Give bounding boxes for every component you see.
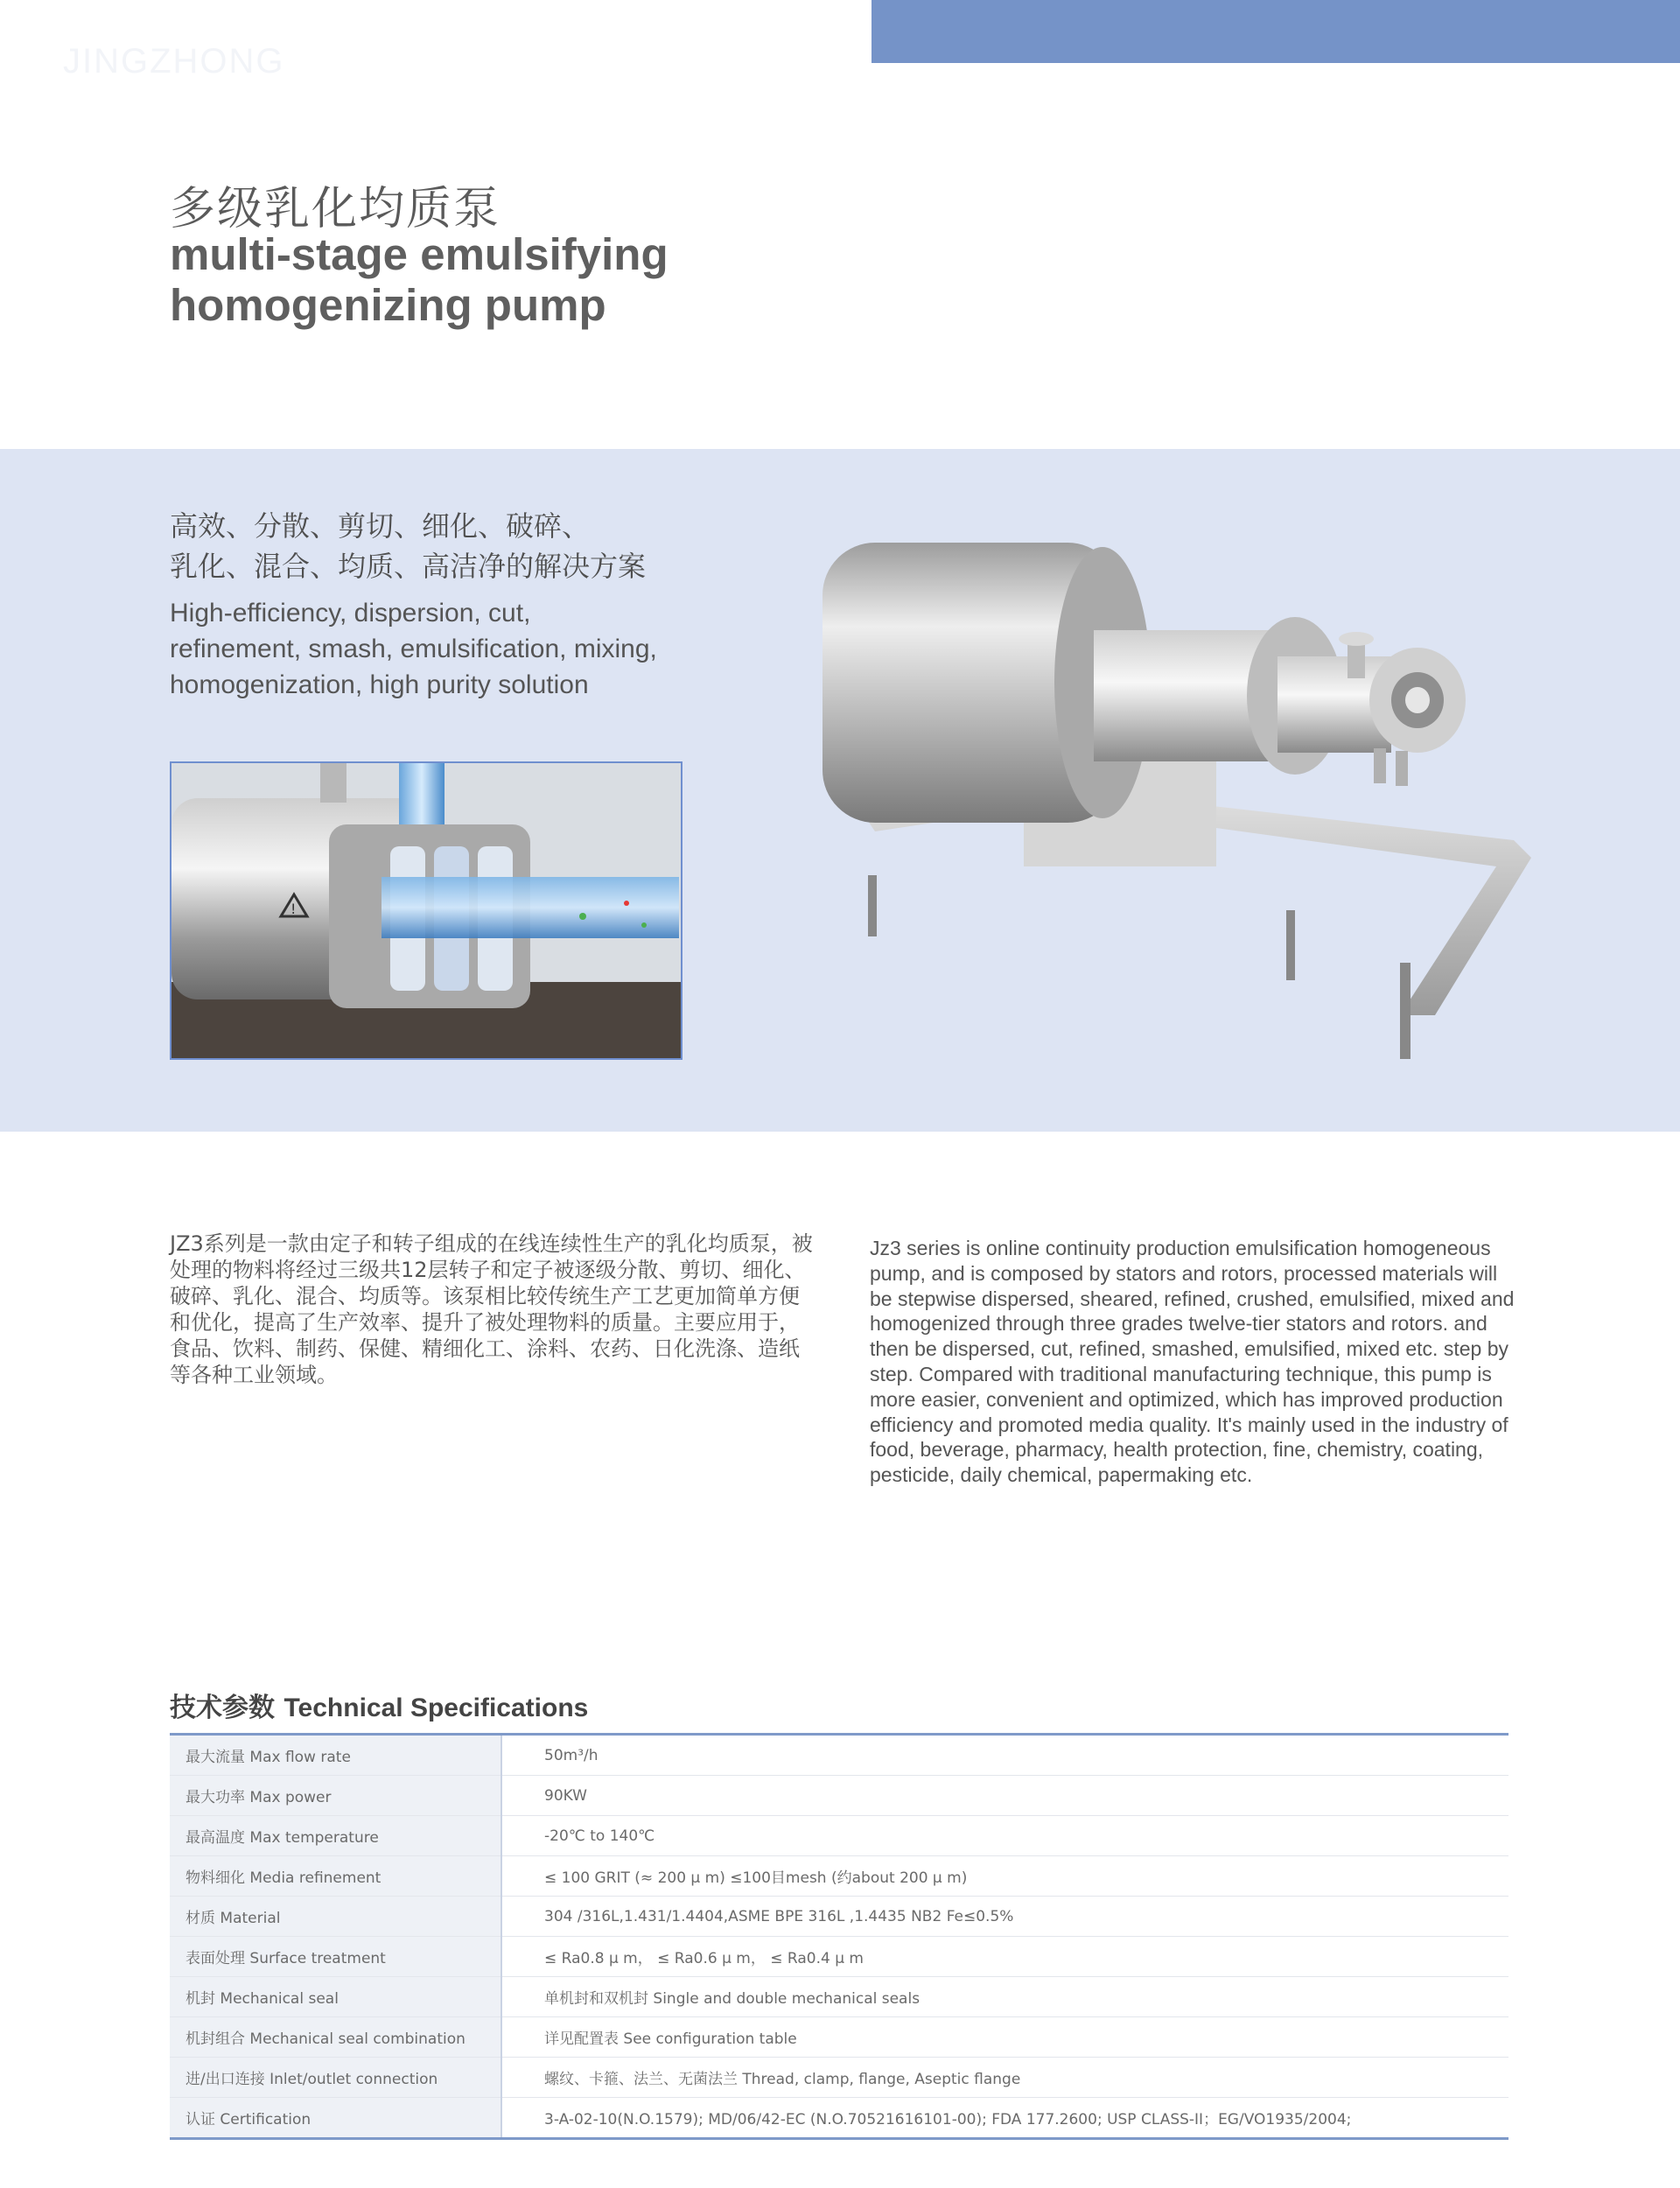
- table-row: [170, 2098, 1508, 2139]
- table-row: [170, 2017, 1508, 2058]
- spec-value: 单机封和双机封 Single and double mechanical seals: [501, 1977, 1508, 2017]
- spec-label: 机封组合 Mechanical seal combination: [170, 2017, 501, 2058]
- spec-value: ≤ 100 GRIT (≈ 200 μ m) ≤100目mesh (约about 200 μ m): [501, 1856, 1508, 1897]
- description-chinese: JZ3系列是一款由定子和转子组成的在线连续性生产的乳化均质泵，被处理的物料将经过三级共12层转子和定子被逐级分散、剪切、细化、破碎、乳化、混合、均质等。该泵相比较传统生产工艺更加简单方便和优化，提高了生产效率、提升了被处理物料的质量。主要应用于，食品、饮料、制药、保健、精细化工、涂料、农药、日化洗涤、造纸等各种工业领域。: [170, 1231, 813, 1387]
- tagline-zh-line-2: 乳化、混合、均质、高洁净的解决方案: [170, 550, 647, 583]
- specs-heading-en: Technical Specifications: [284, 1694, 589, 1722]
- cutaway-illustration: [172, 763, 681, 1058]
- spec-value: 详见配置表 See configuration table: [501, 2017, 1508, 2058]
- spec-value: 3-A-02-10(N.O.1579); MD/06/42-EC (N.O.70521616101-00); FDA 177.2600; USP CLASS-II；EG/VO1935/2004;: [544, 2111, 1352, 2128]
- specs-heading: [170, 1686, 588, 1724]
- page-title-english: [170, 229, 782, 331]
- brand-watermark: JINGZHONG: [63, 42, 285, 81]
- pump-product-image: [770, 525, 1540, 1085]
- spec-value: 螺纹、卡箍、法兰、无菌法兰 Thread, clamp, flange, Aseptic flange: [501, 2058, 1508, 2098]
- tagline-en-line-2: refinement, smash, emulsification, mixing,: [170, 635, 657, 663]
- table-row: [170, 1776, 1508, 1816]
- spec-value: -20℃ to 140℃: [501, 1816, 1508, 1856]
- spec-value: 90KW: [501, 1776, 1508, 1816]
- table-row: [170, 2058, 1508, 2098]
- spec-value: 50m³/h: [501, 1735, 1508, 1776]
- spec-label: 物料细化 Media refinement: [170, 1856, 501, 1897]
- spec-value: 304 /316L,1.431/1.4404,ASME BPE 316L ,1.4435 NB2 Fe≤0.5%: [501, 1897, 1508, 1937]
- spec-value: ≤ Ra0.8 μ m， ≤ Ra0.6 μ m， ≤ Ra0.4 μ m: [501, 1937, 1508, 1977]
- technical-specifications-table: [170, 1733, 1508, 2140]
- table-row: [170, 1816, 1508, 1856]
- rotor-stator-cutaway-image: [170, 761, 682, 1060]
- spec-label: 最高温度 Max temperature: [170, 1816, 501, 1856]
- spec-label: 进/出口连接 Inlet/outlet connection: [170, 2058, 501, 2098]
- spec-label: 最大功率 Max power: [170, 1776, 501, 1816]
- title-en-line-1: multi-stage emulsifying: [170, 229, 668, 279]
- table-row: [170, 1856, 1508, 1897]
- spec-label: 材质 Material: [170, 1897, 501, 1937]
- tagline-english: [170, 595, 712, 703]
- spec-label: 最大流量 Max flow rate: [170, 1735, 501, 1776]
- description-english: Jz3 series is online continuity production emulsification homogeneous pump, and is composed by stators and rotors, processed materials will be stepwise dispersed, sheared, refined, crushed, emulsified, mixed and homogenized through three grades twelve-tier stators and rotors. and then be dispersed, cut, refined, smashed, emulsified, mixed etc. step by step. Compared with traditional manufacturing technique, this pump is more easier, convenient and optimized, which has improved production efficiency and promoted media quality. It's mainly used in the industry of food, beverage, pharmacy, health protection, fine, chemistry, coating, pesticide, daily chemical, papermaking etc.: [870, 1237, 1515, 1487]
- tagline-chinese: [170, 506, 712, 586]
- specs-heading-zh: 技术参数: [170, 1693, 275, 1723]
- title-en-line-2: homogenizing pump: [170, 280, 606, 330]
- table-row: [170, 1897, 1508, 1937]
- spec-label: 认证 Certification: [170, 2098, 501, 2139]
- page-title-chinese: 多级乳化均质泵: [170, 183, 501, 235]
- spec-label: 机封 Mechanical seal: [170, 1977, 501, 2017]
- svg-text:!: !: [290, 901, 297, 917]
- pump-illustration: [770, 525, 1540, 1085]
- table-row: [170, 1735, 1508, 1776]
- tagline-zh-line-1: 高效、分散、剪切、细化、破碎、: [170, 509, 591, 543]
- table-row: [170, 1937, 1508, 1977]
- table-row: [170, 1977, 1508, 2017]
- tagline-en-line-1: High-efficiency, dispersion, cut,: [170, 599, 531, 628]
- tagline-en-line-3: homogenization, high purity solution: [170, 670, 589, 699]
- spec-label: 表面处理 Surface treatment: [170, 1937, 501, 1977]
- header-accent-bar: [872, 0, 1680, 63]
